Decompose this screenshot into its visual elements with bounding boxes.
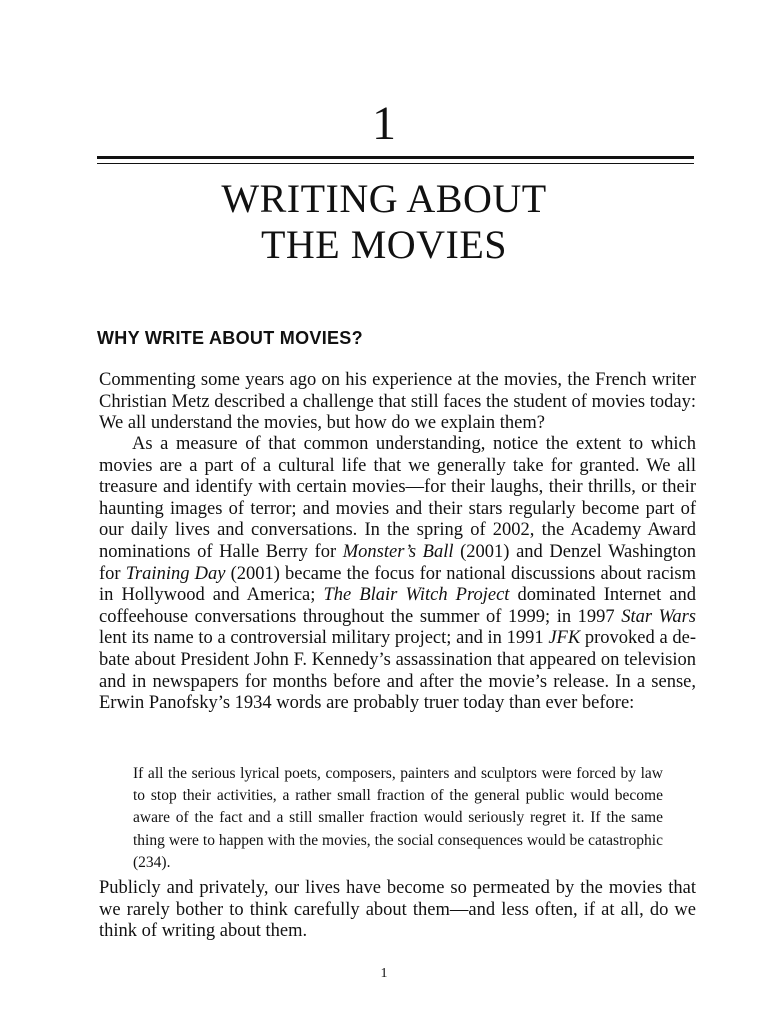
film-title-star-wars: Star Wars bbox=[621, 606, 697, 627]
paragraph-2-text-2: (2001) and Denzel Washington for bbox=[99, 541, 696, 584]
chapter-title bbox=[0, 176, 768, 268]
block-quote: If all the serious lyrical poets, composers, painters and sculptors were forced by law to stop their activities, a rather small fraction of the general public would become aware of the fact and a still smaller fraction would seriously regret it. If the same thing were to happen with the movies, the social consequences would be catastrophic (234). bbox=[133, 765, 663, 871]
chapter-rule-thick bbox=[97, 156, 694, 159]
chapter-title-line1: WRITING ABOUT bbox=[221, 176, 547, 221]
paragraph-2 bbox=[99, 434, 696, 715]
chapter-number: 1 bbox=[372, 97, 396, 150]
paragraph-3: Publicly and privately, our lives have become so permeated by the movies that we rarely bother to think carefully about them—and less often, if at all, do we think of writing about them. bbox=[99, 878, 696, 942]
page-number: 1 bbox=[380, 966, 388, 981]
paragraph-1: Commenting some years ago on his experience at the movies, the French writer Christian Metz described a challenge that still faces the student of movies today: We all understand the movies, but how do we explain them? bbox=[99, 370, 696, 434]
film-title-monsters-ball: Monster’s Ball bbox=[342, 541, 454, 562]
paragraph-2-text-1: As a measure of that common understanding, notice the extent to which movies are a part of a cultural life that we generally take for granted. We all treasure and identify with certain movies—for their laughs, their thrills, or their haunting images of terror; and movies and their stars regularly become part of our daily lives and conversations. In the spring of 2002, the Academy Award nominations of Halle Berry for bbox=[99, 434, 696, 562]
section-heading: WHY WRITE ABOUT MOVIES? bbox=[97, 328, 363, 348]
film-title-training-day: Training Day bbox=[125, 563, 226, 584]
chapter-rule-thin bbox=[97, 163, 694, 164]
paragraph-2-text-3: (2001) became the focus for national discussions about racism in Hollywood and America; bbox=[99, 563, 697, 606]
paragraph-2-text-6: provoked a debate about President John F. Kennedy’s assassination that appeared on television and in newspapers for months before and after the movie’s release. In a sense, Erwin Panofsky’s 1934 words are probably truer today than ever before: bbox=[99, 628, 696, 714]
film-title-blair-witch: The Blair Witch Project bbox=[323, 585, 510, 606]
film-title-jfk: JFK bbox=[548, 628, 581, 649]
paragraph-2-text-4: dominated Internet and coffeehouse conversations throughout the summer of 1999; in 1997 bbox=[99, 585, 697, 627]
paragraph-2-text-5: lent its name to a controversial military project; and in 1991 bbox=[99, 628, 549, 649]
chapter-title-line2: THE MOVIES bbox=[260, 222, 508, 267]
